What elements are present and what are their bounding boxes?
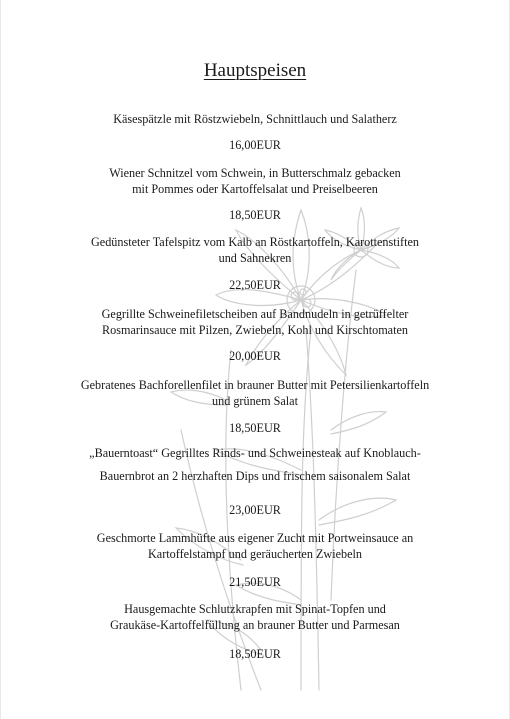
dish-description (41, 111, 469, 127)
dish-line: Käsespätzle mit Röstzwiebeln, Schnittlauch und Salatherz (113, 112, 397, 126)
dish-price: 22,50EUR (229, 278, 281, 292)
dish-line: mit Pommes oder Kartoffelsalat und Preiselbeeren (132, 182, 378, 196)
dish-price: 16,00EUR (229, 138, 281, 152)
dish-description (41, 530, 469, 562)
dish-description (41, 234, 469, 266)
dish-description (41, 601, 469, 633)
dish-description (41, 377, 469, 409)
dish-line: Graukäse-Kartoffelfüllung an brauner Butter und Parmesan (110, 618, 400, 632)
dish-line: Geschmorte Lammhüfte aus eigener Zucht mit Portweinsauce an (96, 531, 414, 545)
dish-line: Kartoffelstampf und geräucherten Zwiebeln (148, 547, 362, 561)
dish-line: Bauernbrot an 2 herzhaften Dips und frischem saisonalem Salat (99, 469, 411, 483)
dish-description (41, 306, 469, 338)
dish-price: 18,50EUR (229, 208, 281, 222)
dish-price: 18,50EUR (229, 421, 281, 435)
dish-price: 23,00EUR (229, 503, 281, 517)
dish-price: 21,50EUR (229, 575, 281, 589)
dish-description (41, 165, 469, 197)
dish-line: Gedünsteter Tafelspitz vom Kalb an Röstkartoffeln, Karottenstiften (90, 235, 419, 249)
dish-price: 20,00EUR (229, 349, 281, 363)
dish-price: 18,50EUR (229, 647, 281, 661)
menu-title: Hauptspeisen (203, 60, 307, 81)
dish-description (41, 442, 469, 488)
dish-line: Hausgemachte Schlutzkrapfen mit Spinat-Topfen und (124, 602, 386, 616)
dish-line: und grünem Salat (212, 394, 298, 408)
dish-line: und Sahnekren (218, 251, 292, 265)
dish-line: „Bauerntoast“ Gegrilltes Rinds- und Schweinesteak auf Knoblauch- (89, 446, 421, 460)
dish-line: Wiener Schnitzel vom Schwein, in Butterschmalz gebacken (109, 166, 401, 180)
dish-line: Gebratenes Bachforellenfilet in brauner Butter mit Petersilienkartoffeln (80, 378, 430, 392)
dish-line: Gegrillte Schweinefiletscheiben auf Bandnudeln in getrüffelter (101, 307, 409, 321)
dish-line: Rosmarinsauce mit Pilzen, Zwiebeln, Kohl und Kirschtomaten (102, 323, 408, 337)
